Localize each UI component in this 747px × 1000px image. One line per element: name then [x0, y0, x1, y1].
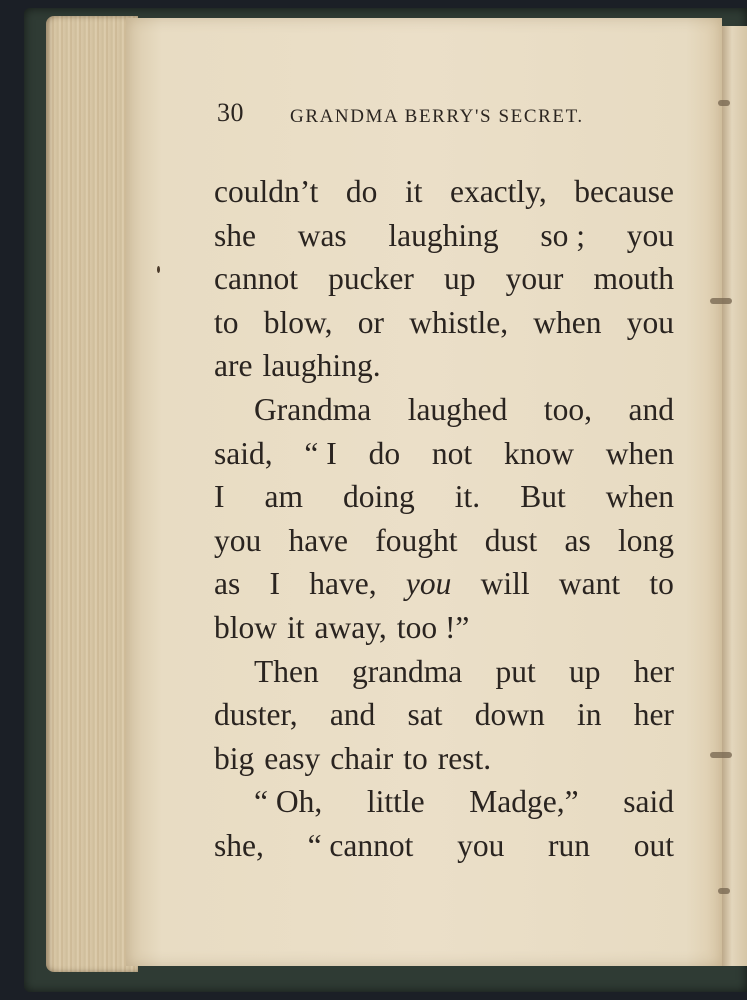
word: she — [214, 217, 256, 253]
word: her — [633, 697, 674, 733]
word: easy — [264, 740, 321, 776]
text-line — [214, 170, 674, 214]
word: do — [368, 435, 401, 471]
text-line — [214, 519, 674, 563]
word: you — [626, 304, 674, 340]
ink-speck — [157, 266, 160, 273]
page-number: 30 — [217, 98, 244, 127]
binding-thread-hole — [710, 298, 732, 304]
word: was — [297, 217, 347, 253]
word: run — [548, 827, 591, 863]
word: do — [345, 174, 378, 209]
running-head: GRANDMA BERRY'S SECRET. — [290, 106, 584, 127]
word: have, — [309, 566, 377, 602]
word: chair — [330, 740, 394, 776]
text-line — [214, 214, 674, 258]
word: grandma — [351, 653, 463, 689]
word: to — [214, 304, 239, 340]
word: and — [329, 697, 376, 733]
binding-thread-hole — [718, 100, 730, 106]
word: will — [480, 566, 530, 602]
body-text — [214, 170, 674, 868]
text-line — [214, 780, 674, 824]
word: when — [605, 435, 674, 471]
word: or — [357, 304, 385, 340]
word: couldn’t — [214, 174, 319, 209]
word: laughed — [407, 391, 508, 427]
word: up — [568, 653, 601, 689]
word: laughing. — [262, 348, 381, 384]
word: am — [264, 479, 303, 515]
word: because — [574, 174, 674, 209]
word: and — [628, 391, 674, 427]
word: to — [649, 566, 674, 602]
word: want — [558, 566, 621, 602]
text-line — [214, 475, 674, 519]
word: you — [457, 827, 505, 863]
binding-thread-hole — [718, 888, 730, 894]
word: blow — [214, 609, 277, 645]
text-line — [214, 650, 674, 694]
word: whistle, — [409, 304, 509, 340]
word: dust — [484, 522, 538, 558]
word: you — [405, 566, 452, 602]
text-line — [214, 301, 674, 345]
next-leaf-edge — [722, 26, 747, 966]
word: away, — [314, 609, 387, 645]
text-line — [214, 388, 674, 432]
text-line — [214, 693, 674, 737]
word: long — [617, 522, 674, 558]
word: blow, — [263, 304, 333, 340]
word: you — [626, 217, 674, 253]
word: too !” — [396, 609, 470, 645]
word: “ cannot — [307, 827, 414, 863]
word: as — [564, 522, 591, 558]
word: mouth — [593, 261, 674, 297]
word: in — [576, 697, 602, 733]
text-line — [214, 257, 674, 301]
word: laughing — [388, 217, 499, 253]
text-line — [214, 432, 674, 476]
word: duster, — [214, 697, 298, 733]
word: said — [623, 784, 674, 820]
word: your — [505, 261, 564, 297]
word: out — [633, 827, 674, 863]
word: when — [533, 304, 602, 340]
word: are — [214, 348, 253, 384]
word: it — [404, 174, 423, 209]
word: she, — [214, 827, 264, 863]
word: rest. — [437, 740, 492, 776]
word: it. — [454, 479, 481, 515]
word: her — [633, 653, 674, 689]
word: “ I — [304, 435, 337, 471]
word: too, — [543, 391, 593, 427]
word: Madge,” — [469, 784, 579, 820]
word: little — [366, 784, 425, 820]
word: down — [474, 697, 545, 733]
word: cannot — [214, 261, 298, 297]
word: I — [214, 479, 225, 515]
word: Grandma — [254, 391, 372, 427]
word: said, — [214, 435, 273, 471]
binding-thread-hole — [710, 752, 732, 758]
page-edges — [46, 16, 138, 972]
word: big — [214, 740, 255, 776]
word: up — [443, 261, 476, 297]
word: to — [403, 740, 428, 776]
word: it — [287, 609, 305, 645]
word: Then — [254, 653, 319, 689]
word: fought — [375, 522, 458, 558]
word: know — [503, 435, 574, 471]
word: pucker — [328, 261, 414, 297]
word: not — [431, 435, 473, 471]
word: exactly, — [449, 174, 547, 209]
word: I — [269, 566, 281, 602]
text-line — [214, 606, 674, 650]
text-line — [214, 824, 674, 868]
word: when — [605, 479, 674, 515]
page-header — [217, 98, 647, 138]
word: doing — [343, 479, 415, 515]
word: so ; — [540, 217, 585, 253]
text-line — [214, 344, 674, 388]
text-line — [214, 737, 674, 781]
word: put — [495, 653, 536, 689]
word: But — [520, 479, 566, 515]
text-line — [214, 562, 674, 606]
word: have — [288, 522, 348, 558]
word: as — [214, 566, 241, 602]
word: sat — [407, 697, 443, 733]
word: “ Oh, — [254, 784, 323, 820]
word: you — [214, 522, 262, 558]
